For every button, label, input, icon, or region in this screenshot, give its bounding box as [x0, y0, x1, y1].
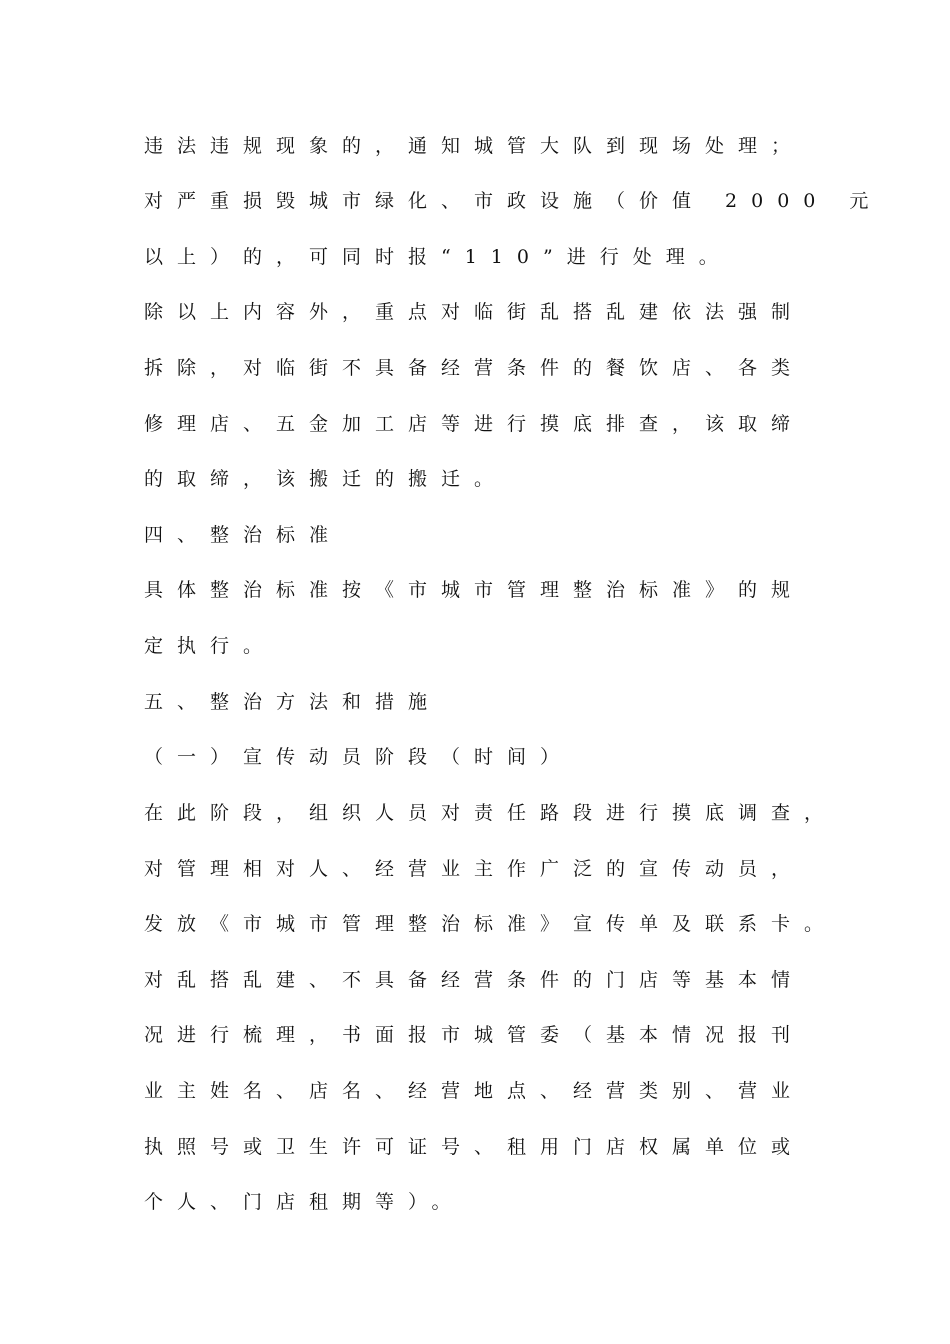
section-heading-four: 四、整治标准	[144, 524, 343, 546]
section-heading-five: 五、整治方法和措施	[144, 691, 442, 713]
text-line-13: 在此阶段，组织人员对责任路段进行摸底调查，	[144, 802, 838, 824]
text-line-19: 执照号或卫生许可证号、租用门店权属单位或	[144, 1136, 805, 1158]
text-line-2: 对严重损毁城市绿化、市政设施（价值 2000 元	[144, 190, 883, 212]
text-line-10: 定执行。	[144, 635, 277, 657]
text-line-16: 对乱搭乱建、不具备经营条件的门店等基本情	[144, 969, 805, 991]
text-line-15: 发放《市城市管理整治标准》宣传单及联系卡。	[144, 913, 838, 935]
text-line-9: 具体整治标准按《市城市管理整治标准》的规	[144, 579, 805, 601]
text-line-7: 的取缔，该搬迁的搬迁。	[144, 468, 508, 490]
text-line-18: 业主姓名、店名、经营地点、经营类别、营业	[144, 1080, 805, 1102]
text-line-4: 除以上内容外，重点对临街乱搭乱建依法强制	[144, 301, 805, 323]
text-line-6: 修理店、五金加工店等进行摸底排查，该取缔	[144, 413, 805, 435]
text-line-3: 以上）的，可同时报“110”进行处理。	[144, 246, 732, 268]
subsection-heading-one: （一）宣传动员阶段（时间）	[144, 746, 574, 768]
text-line-5: 拆除，对临街不具备经营条件的餐饮店、各类	[144, 357, 805, 379]
text-line-20: 个人、门店租期等）。	[144, 1191, 465, 1213]
text-line-1: 违法违规现象的，通知城管大队到现场处理；	[144, 135, 805, 157]
text-line-17: 况进行梳理，书面报市城管委（基本情况报刊	[144, 1024, 805, 1046]
text-line-14: 对管理相对人、经营业主作广泛的宣传动员，	[144, 858, 805, 880]
